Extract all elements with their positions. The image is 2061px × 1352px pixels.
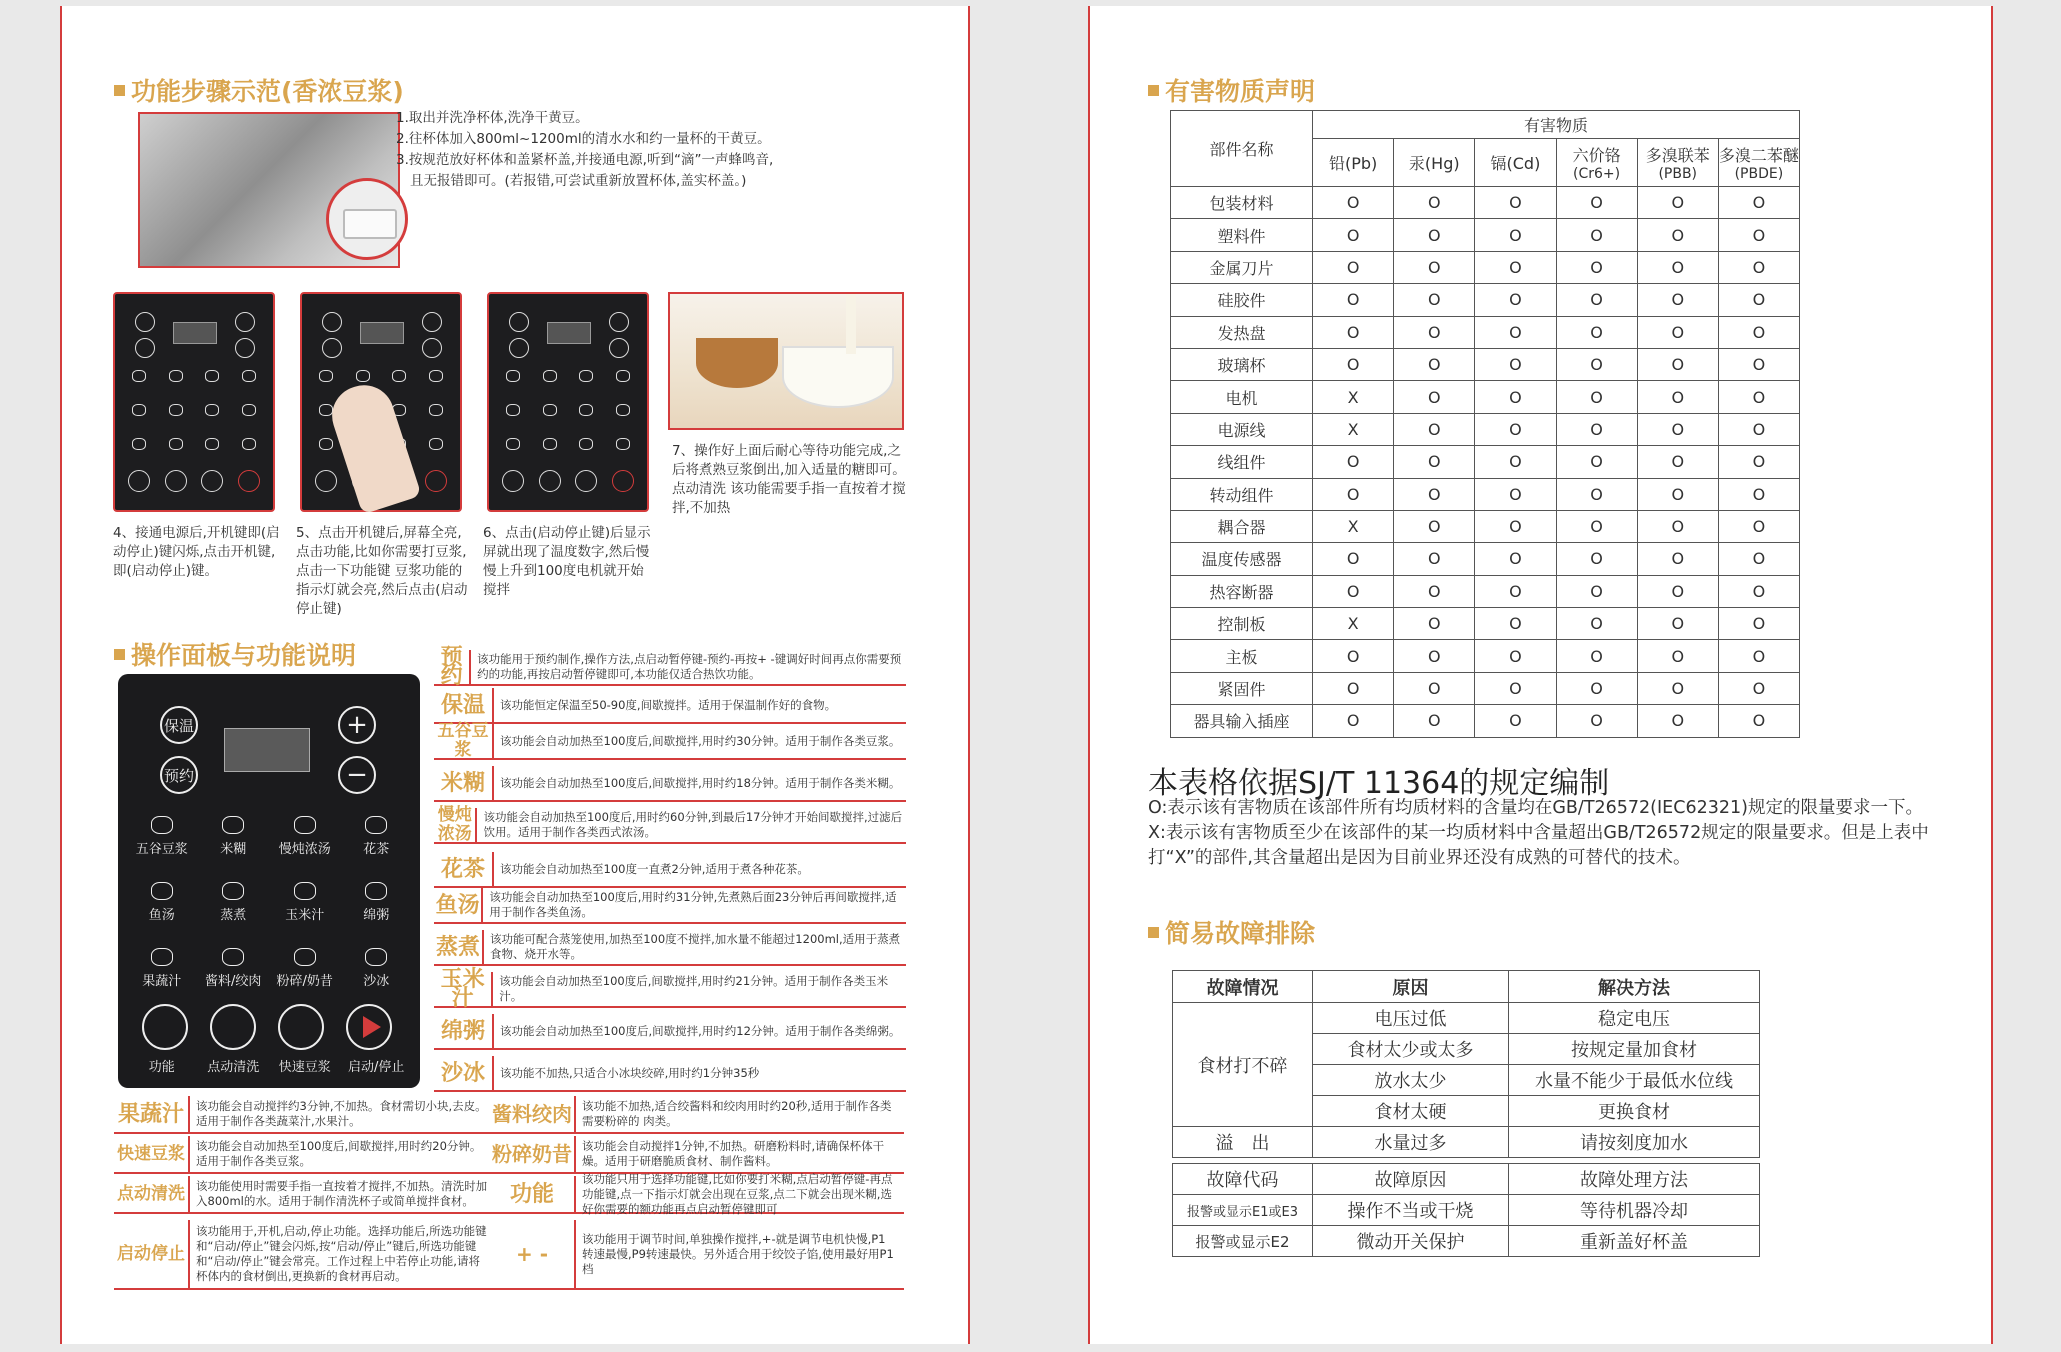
th-col: 铅(Pb) <box>1313 139 1394 187</box>
function-row <box>434 1056 906 1092</box>
function-row <box>434 852 906 888</box>
function-desc: 该功能用于,开机,启动,停止功能。选择功能后,所选功能键和“启动/停止”键会闪烁,按“启动/停止”键后,所选功能键和“启动/停止”键会常亮。工作过程上中若停止功能,请将杯体内的食材倒出,更换新的食材再启动。 <box>196 1224 487 1283</box>
keep-warm-key: 保温 <box>160 706 198 744</box>
table-row: 发热盘 O O O O O O <box>1171 316 1800 348</box>
th-col: 镉(Cd) <box>1475 139 1556 187</box>
function-row <box>434 888 906 924</box>
th-col: 多溴二苯醚 (PBDE) <box>1718 139 1799 187</box>
function-name: 五谷豆浆 <box>434 724 494 758</box>
function-row <box>434 967 906 1011</box>
caption-step5: 5、点击开机键后,屏幕全亮,点击功能,比如你需要打豆浆,点击一下功能键 豆浆功能的指示灯就会亮,然后点击(启动停止键) <box>296 525 468 617</box>
table-row: 热容断器 O O O O O O <box>1171 575 1800 607</box>
function-row <box>114 1220 904 1290</box>
fault-group: 食材打不碎 <box>1173 1003 1313 1127</box>
clean-icon <box>210 1004 256 1050</box>
function-desc: 该功能不加热,适合绞酱料和绞肉用时约20秒,适用于制作各类需要粉碎的 肉类。 <box>582 1099 892 1128</box>
steps-heading: 功能步骤示范(香浓豆浆) <box>114 72 404 108</box>
function-desc: 该功能用于调节时间,单独操作搅拌,+-就是调节电机快慢,P1转速最慢,P9转速最快。另外适合用于绞饺子馅,使用最好用P1档 <box>582 1231 894 1276</box>
function-desc: 该功能不加热,只适合小冰块绞碎,用时约1分钟35秒 <box>500 1065 760 1080</box>
table-row: 电机 X O O O O O <box>1171 381 1800 413</box>
quick-soy-icon <box>278 1004 324 1050</box>
menu-icon <box>142 1004 188 1050</box>
function-desc: 该功能会自动加热至100度后,间歇搅拌,用时约20分钟。适用于制作各类豆浆。 <box>196 1139 482 1168</box>
table-row: 硅胶件 O O O O O O <box>1171 284 1800 316</box>
panel-row1: 五谷豆浆 米糊 慢炖浓汤 花茶 <box>135 842 390 857</box>
function-desc: 该功能用于预约制作,操作方法,点启动暂停键-预约-再按+ -键调好时间再点你需要预约的功能,再按启动暂停键即可,本功能仅适合热饮功能。 <box>477 652 902 681</box>
function-name: 粉碎奶昔 <box>490 1136 576 1172</box>
function-name: 点动清洗 <box>114 1176 190 1212</box>
function-name: 绵粥 <box>434 1014 494 1048</box>
function-desc: 该功能会自动加热至100度后,间歇搅拌,用时约21分钟。适用于制作各类玉米汁。 <box>499 974 889 1003</box>
function-desc: 该功能会自动加热至100度后,用时约31分钟,先煮熟后面23分钟后再间歇搅拌,适用于制作各类鱼汤。 <box>489 890 897 919</box>
notes: O:表示该有害物质在该部件所有均质材料的含量均在GB/T26572(IEC62321)规定的限量要求一下。 X:表示该有害物质至少在该部件的某一均质材料中含量超出GB/T26572规定的限量要求。但是上表中打“X”的部件,其含量超出是因为目前业界还没有成熟的可替代的技术。 <box>1148 798 1929 868</box>
function-name: 沙冰 <box>434 1056 494 1090</box>
plus-key: + <box>338 706 376 744</box>
function-row <box>114 1171 904 1216</box>
fault-table: 故障情况 原因 解决方法 食材打不碎 电压过低 稳定电压 食材太少或太多 按规定量加食材 放水太少 水量不能少于最低水位线 食材太硬 更换食材 溢 出 水量过多 请按刻度加水 故障代码 故障原因 故障处理方法 报警或显示E1或E3 操作不当或干烧 等待机器冷却 报警或显示E2 微动开关保护 重新盖好杯盖 <box>1172 970 1760 1257</box>
function-name: 慢炖浓汤 <box>434 808 477 842</box>
function-name: 功能 <box>490 1176 576 1212</box>
function-row <box>114 1096 904 1134</box>
panel-step6 <box>487 292 649 512</box>
control-panel-diagram <box>118 674 420 1088</box>
function-row <box>434 1014 906 1050</box>
steps-intro: 1.取出并洗净杯体,洗净干黄豆。 2.往杯体加入800ml~1200ml的清水水和约一量杯的干黄豆。 3.按规范放好杯体和盖紧杯盖,并接通电源,听到“滴”一声蜂鸣音, 且无报错即可。(若报错,可尝试重新放置杯体,盖实杯盖。) <box>396 110 774 189</box>
table-row: 主板 O O O O O O <box>1171 640 1800 672</box>
panel-row4: 功能 点动清洗 快速豆浆 启动/停止 <box>148 1060 405 1075</box>
function-desc: 该功能会自动加热至100度后,用时约60分钟,到最后17分钟才开始间歇搅拌,过滤后饮用。适用于制作各类西式浓汤。 <box>483 810 903 839</box>
caption-step7: 7、操作好上面后耐心等待功能完成,之后将煮熟豆浆倒出,加入适量的糖即可。点动清洗 该功能需要手指一直按着才搅拌,不加热 <box>672 443 906 516</box>
table-row: 金属刀片 O O O O O O <box>1171 251 1800 283</box>
function-desc: 该功能会自动加热至100度后,间歇搅拌,用时约30分钟。适用于制作各类豆浆。 <box>500 733 901 748</box>
function-name: 保温 <box>434 688 494 722</box>
function-desc: 该功能使用时需要手指一直按着才搅拌,不加热。清洗时加入800ml的水。适用于制作清洗杯子或简单搅拌食材。 <box>196 1179 488 1208</box>
caption-step6: 6、点击(启动停止键)后显示屏就出现了温度数字,然后慢慢上升到100度电机就开始搅拌 <box>483 525 651 598</box>
panel-step5 <box>300 292 462 512</box>
function-desc: 该功能会自动搅拌约3分钟,不加热。食材需切小块,去皮。适用于制作各类蔬菜汁,水果汁。 <box>196 1099 487 1128</box>
function-name: 快速豆浆 <box>114 1136 190 1172</box>
hazard-heading: 有害物质声明 <box>1148 72 1315 108</box>
function-row <box>114 1136 904 1174</box>
function-row <box>434 930 906 966</box>
th-part: 部件名称 <box>1171 111 1313 187</box>
reservation-key: 预约 <box>160 756 198 794</box>
display-screen <box>224 728 310 772</box>
panel-row2: 鱼汤 蒸煮 玉米汁 绵粥 <box>148 908 390 923</box>
table-row: 紧固件 O O O O O O <box>1171 672 1800 704</box>
function-name: 果蔬汁 <box>114 1096 190 1132</box>
minus-key: − <box>338 756 376 794</box>
function-name: 酱料绞肉 <box>490 1096 576 1132</box>
function-desc: 该功能会自动加热至100度一直煮2分钟,适用于煮各种花茶。 <box>500 861 809 876</box>
table-row: 器具输入插座 O O O O O O <box>1171 705 1800 737</box>
table-row: 塑料件 O O O O O O <box>1171 219 1800 251</box>
function-desc: 该功能会自动加热至100度后,间歇搅拌,用时约18分钟。适用于制作各类米糊。 <box>500 775 901 790</box>
function-desc: 该功能会自动搅拌1分钟,不加热。研磨粉料时,请确保杯体干燥。适用于研磨脆质食材、制作酱料。 <box>582 1139 885 1168</box>
hazard-table <box>1170 110 1800 738</box>
soymilk-photo <box>668 292 904 430</box>
panel-row3: 果蔬汁 酱料/绞肉 粉碎/奶昔 沙冰 <box>142 974 390 989</box>
th-hazard: 有害物质 <box>1313 111 1800 139</box>
caption-step4: 4、接通电源后,开机键即(启动停止)键闪烁,点击开机键,即(启动停止)键。 <box>113 525 280 579</box>
table-basis: 本表格依据SJ/T 11364的规定编制 <box>1148 766 1610 801</box>
function-row <box>434 805 906 844</box>
function-name: 鱼汤 <box>434 888 483 922</box>
table-row: 电源线 X O O O O O <box>1171 413 1800 445</box>
function-name: 启动停止 <box>114 1220 190 1288</box>
table-row: 玻璃杯 O O O O O O <box>1171 348 1800 380</box>
panel-heading: 操作面板与功能说明 <box>114 636 356 672</box>
table-row: 转动组件 O O O O O O <box>1171 478 1800 510</box>
th-col: 六价铬 (Cr6+) <box>1556 139 1637 187</box>
function-desc: 该功能只用于选择功能键,比如你要打米糊,点启动暂停键-再点功能键,点一下指示灯就会出现在豆浆,点二下就会出现米糊,选好你需要的额功能再点启动暂停键即可 <box>582 1171 893 1216</box>
start-stop-icon <box>346 1004 392 1050</box>
th-col: 多溴联苯 (PBB) <box>1637 139 1718 187</box>
table-row: 控制板 X O O O O O <box>1171 608 1800 640</box>
function-row <box>434 721 906 760</box>
fault-heading: 简易故障排除 <box>1148 914 1315 950</box>
function-desc: 该功能恒定保温至50-90度,间歇搅拌。适用于保温制作好的食物。 <box>500 697 837 712</box>
table-row: 线组件 O O O O O O <box>1171 446 1800 478</box>
table-row: 温度传感器 O O O O O O <box>1171 543 1800 575</box>
function-name: 玉米汁 <box>434 972 493 1006</box>
function-row <box>434 645 906 689</box>
function-name: 花茶 <box>434 852 494 886</box>
function-name: 蒸煮 <box>434 930 484 964</box>
function-name: 预约 <box>434 650 471 684</box>
table-row: 耦合器 X O O O O O <box>1171 510 1800 542</box>
function-name: + - <box>490 1220 576 1288</box>
function-desc: 该功能可配合蒸笼使用,加热至100度不搅拌,加水量不能超过1200ml,适用于蒸煮食物、烧开水等。 <box>490 932 901 961</box>
th-col: 汞(Hg) <box>1394 139 1475 187</box>
function-name: 米糊 <box>434 766 494 800</box>
function-desc: 该功能会自动加热至100度后,间歇搅拌,用时约12分钟。适用于制作各类绵粥。 <box>500 1023 901 1038</box>
table-row: 包装材料 O O O O O O <box>1171 187 1800 219</box>
function-row <box>434 688 906 724</box>
function-row <box>434 766 906 802</box>
